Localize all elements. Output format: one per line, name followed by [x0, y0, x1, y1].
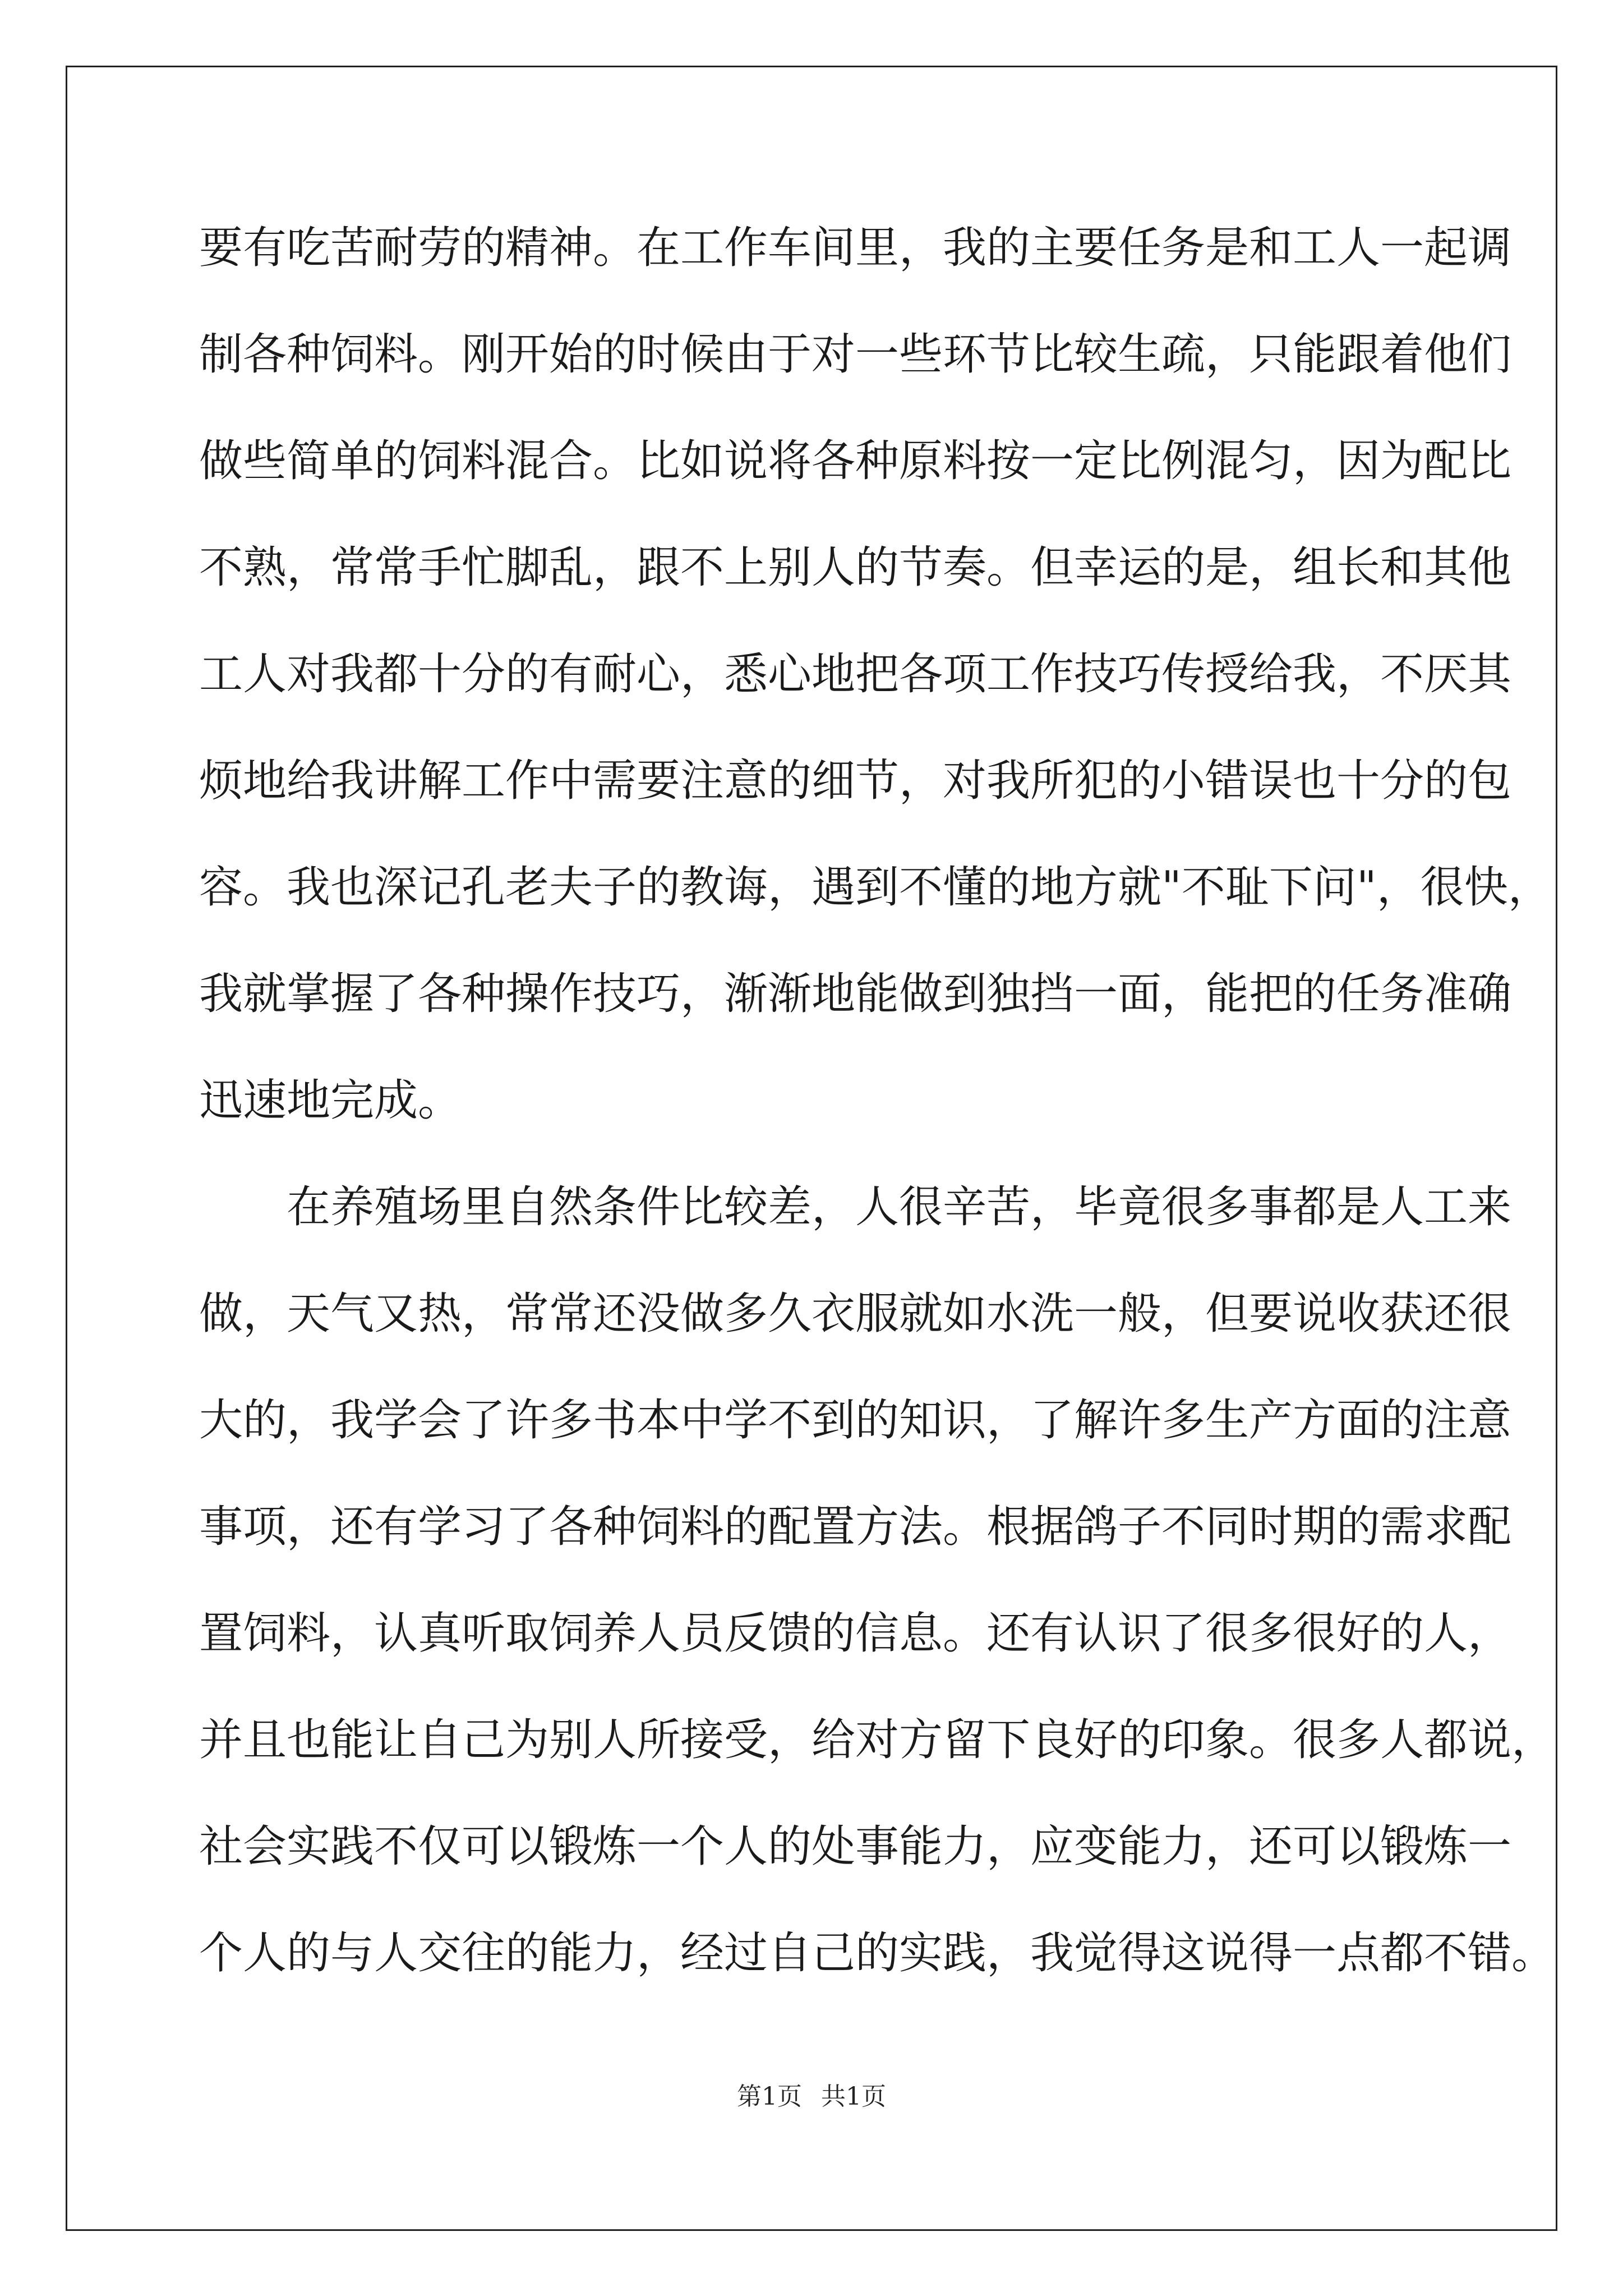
- text-line: 置饲料，认真听取饲养人员反馈的信息。还有认识了很多很好的人，: [199, 1608, 1512, 1659]
- text-line: 工人对我都十分的有耐心，悉心地把各项工作技巧传授给我，不厌其: [199, 649, 1512, 700]
- text-line: 我就掌握了各种操作技巧，渐渐地能做到独挡一面，能把的任务准确: [199, 969, 1512, 1019]
- text-line: 容。我也深记孔老夫子的教诲，遇到不懂的地方就"不耻下问"，很快，: [199, 862, 1552, 913]
- text-line: 制各种饲料。刚开始的时候由于对一些环节比较生疏，只能跟着他们: [199, 329, 1512, 380]
- text-line: 社会实践不仅可以锻炼一个人的处事能力，应变能力，还可以锻炼一: [199, 1821, 1512, 1872]
- text-line: 大的，我学会了许多书本中学不到的知识，了解许多生产方面的注意: [199, 1395, 1512, 1446]
- text-line: 烦地给我讲解工作中需要注意的细节，对我所犯的小错误也十分的包: [199, 756, 1512, 806]
- text-line: 在养殖场里自然条件比较差，人很辛苦，毕竟很多事都是人工来: [287, 1182, 1512, 1232]
- text-line: 迅速地完成。: [199, 1075, 462, 1126]
- text-line: 做些简单的饲料混合。比如说将各种原料按一定比例混匀，因为配比: [199, 436, 1512, 486]
- text-line: 要有吃苦耐劳的精神。在工作车间里，我的主要任务是和工人一起调: [199, 223, 1512, 273]
- page-border: [66, 66, 1557, 2231]
- text-line: 事项，还有学习了各种饲料的配置方法。根据鸽子不同时期的需求配: [199, 1502, 1512, 1552]
- text-line: 并且也能让自己为别人所接受，给对方留下良好的印象。很多人都说，: [199, 1715, 1556, 1765]
- text-line: 做，天气又热，常常还没做多久衣服就如水洗一般，但要说收获还很: [199, 1289, 1512, 1339]
- page-footer: [0, 2080, 1623, 2114]
- text-line: 不熟，常常手忙脚乱，跟不上别人的节奏。但幸运的是，组长和其他: [199, 542, 1512, 593]
- page-number-current: 第1页: [737, 2082, 802, 2111]
- page-number-total: 共1页: [821, 2082, 886, 2111]
- text-line: 个人的与人交往的能力，经过自己的实践，我觉得这说得一点都不错。: [199, 1928, 1556, 1978]
